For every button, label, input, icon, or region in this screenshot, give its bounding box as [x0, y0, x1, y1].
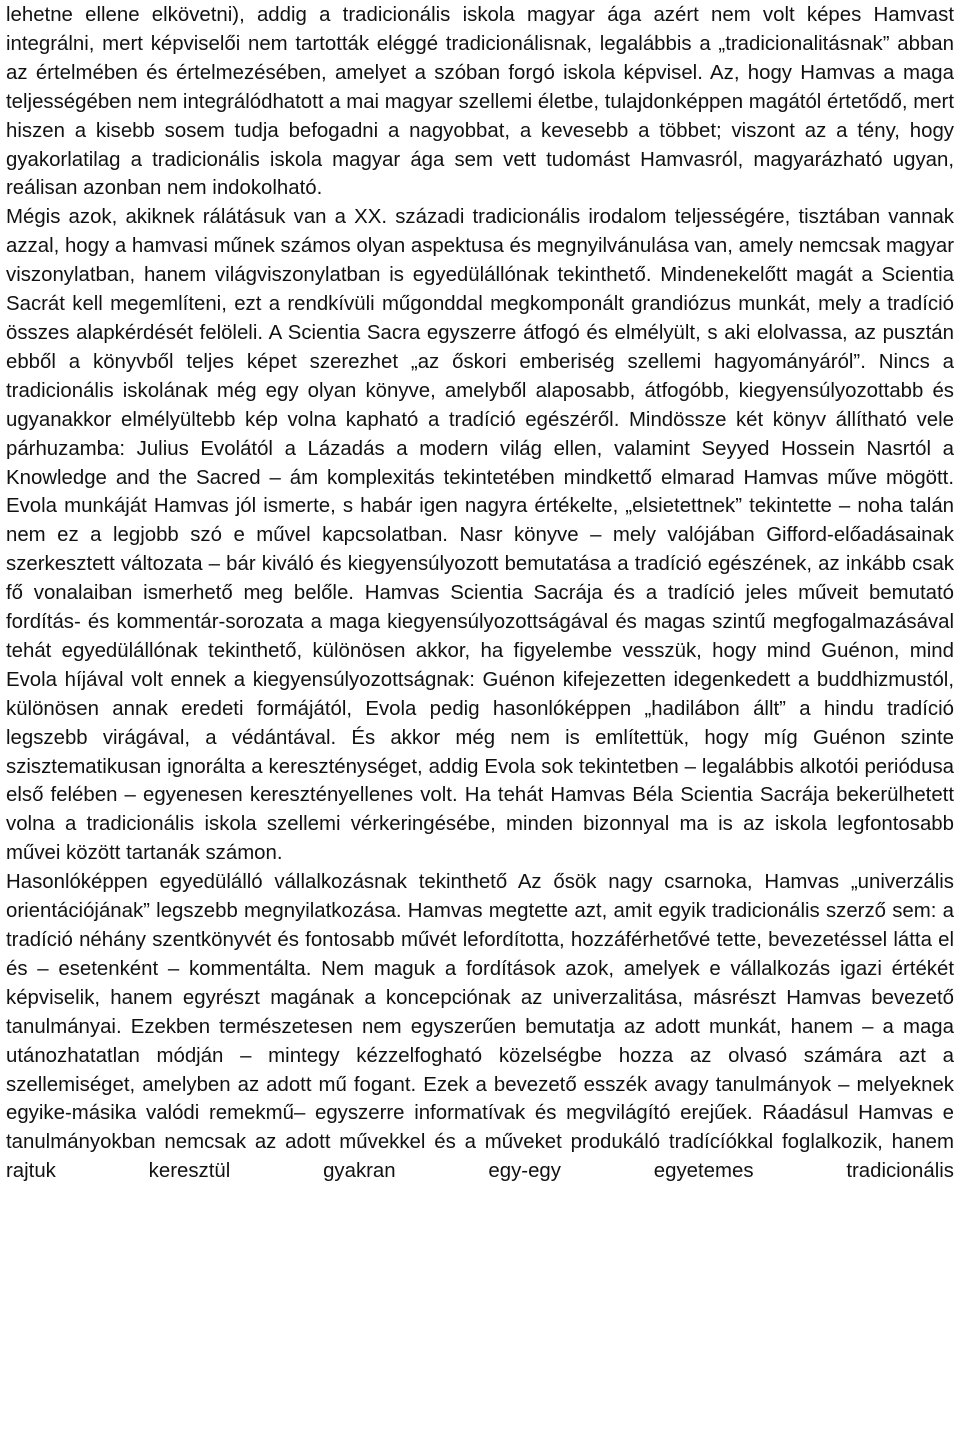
paragraph-1: lehetne ellene elkövetni), addig a tradicionális iskola magyar ága azért nem volt képes Hamvast integrálni, mert képviselői nem tartották eléggé tradicionálisnak, legalábbis a „tradicionalitásnak” abban az értelmében és értelmezésében, amelyet a szóban forgó iskola képvisel. Az, hogy Hamvas a maga teljességében nem integrálódhatott a mai magyar szellemi életbe, tulajdonképpen magától értetődő, mert hiszen a kisebb sosem tudja befogadni a nagyobbat, a kevesebb a többet; viszont az a tény, hogy gyakorlatilag a tradicionális iskola magyar ága sem vett tudomást Hamvasról, magyarázható ugyan, reálisan azonban nem indokolható. — [6, 4, 954, 200]
paragraph-2: Mégis azok, akiknek rálátásuk van a XX. századi tradicionális irodalom teljességére, tisztában vannak azzal, hogy a hamvasi műnek számos olyan aspektusa és megnyilvánulása van, amely nemcsak magyar viszonylatban, hanem világviszonylatban is egyedülállónak tekinthető. Mindenekelőtt magát a Scientia Sacrát kell megemlíteni, ezt a rendkívüli műgonddal megkomponált grandiózus munkát, mely a tradíció összes alapkérdését felöleli. A Scientia Sacra egyszerre átfogó és elmélyült, s aki elolvassa, az pusztán ebből a könyvből teljes képet szerezhet „az őskori emberiség szellemi hagyományáról”. Nincs a tradicionális iskolának még egy olyan könyve, amelyből alaposabb, átfogóbb, kiegyensúlyozottabb és ugyanakkor elmélyültebb kép volna kapható a tradíció egészéről. Mindössze két könyv állítható vele párhuzamba: Julius Evolától a Lázadás a modern világ ellen, valamint Seyyed Hossein Nasrtól a Knowledge and the Sacred – ám komplexitás tekintetében mindkettő elmarad Hamvas műve mögött. Evola munkáját Hamvas jól ismerte, s habár igen nagyra értékelte, „elsietettnek” tekintette – noha talán nem ez a legjobb szó e művel kapcsolatban. Nasr könyve – mely valójában Gifford-előadásainak szerkesztett változata – bár kiváló és kiegyensúlyozott bemutatása a tradíció egészének, az inkább csak fő vonalaiban ismerhető meg belőle. Hamvas Scientia Sacrája és a tradíció jeles műveit bemutató fordítás- és kommentár-sorozata a maga kiegyensúlyozottságával és magas szintű megfogalmazásával tehát egyedülállónak tekinthető, különösen akkor, ha figyelembe vesszük, hogy mind Guénon, mind Evola híjával volt ennek a kiegyensúlyozottságnak: Guénon kifejezetten idegenkedett a buddhizmustól, különösen annak eredeti formájától, Evola pedig hasonlóképpen „hadilábon állt” a hindu tradíció legszebb virágával, a védántával. És akkor még nem is említettük, hogy míg Guénon szinte szisztematikusan ignorálta a kereszténységet, addig Evola sok tekintetben – legalábbis alkotói periódusa első felében – egyenesen keresztényellenes volt. Ha tehát Hamvas Béla Scientia Sacrája bekerülhetett volna a tradicionális iskola szellemi vérkeringésébe, minden bizonnyal ma is az iskola legfontosabb művei között tartanák számon. — [6, 206, 954, 865]
paragraph-3: Hasonlóképpen egyedülálló vállalkozásnak tekinthető Az ősök nagy csarnoka, Hamvas „univerzális orientációjának” legszebb megnyilatkozása. Hamvas megtette azt, amit egyik tradicionális szerző sem: a tradíció néhány szentkönyvét és fontosabb művét lefordította, hozzáférhetővé tette, bevezetéssel látta el és – esetenként – kommentálta. Nem maguk a fordítások azok, amelyek e vállalkozás igazi értékét képviselik, hanem egyrészt magának a koncepciónak az univerzalitása, másrészt Hamvas bevezető tanulmányai. Ezekben természetesen nem egyszerűen bemutatja az adott munkát, hanem – a maga utánozhatatlan módján – mintegy kézzelfogható közelségbe hozza az olvasó számára azt a szellemiséget, amelyben az adott mű fogant. Ezek a bevezető esszék avagy tanulmányok – melyeknek egyike-másika valódi remekmű– egyszerre informatívak és megvilágító erejűek. Ráadásul Hamvas e tanulmányokban nemcsak az adott művekkel és a műveket produkáló tradícíókkal foglalkozik, hanem rajtuk keresztül gyakran egy-egy egyetemes tradicionális — [6, 871, 954, 1183]
